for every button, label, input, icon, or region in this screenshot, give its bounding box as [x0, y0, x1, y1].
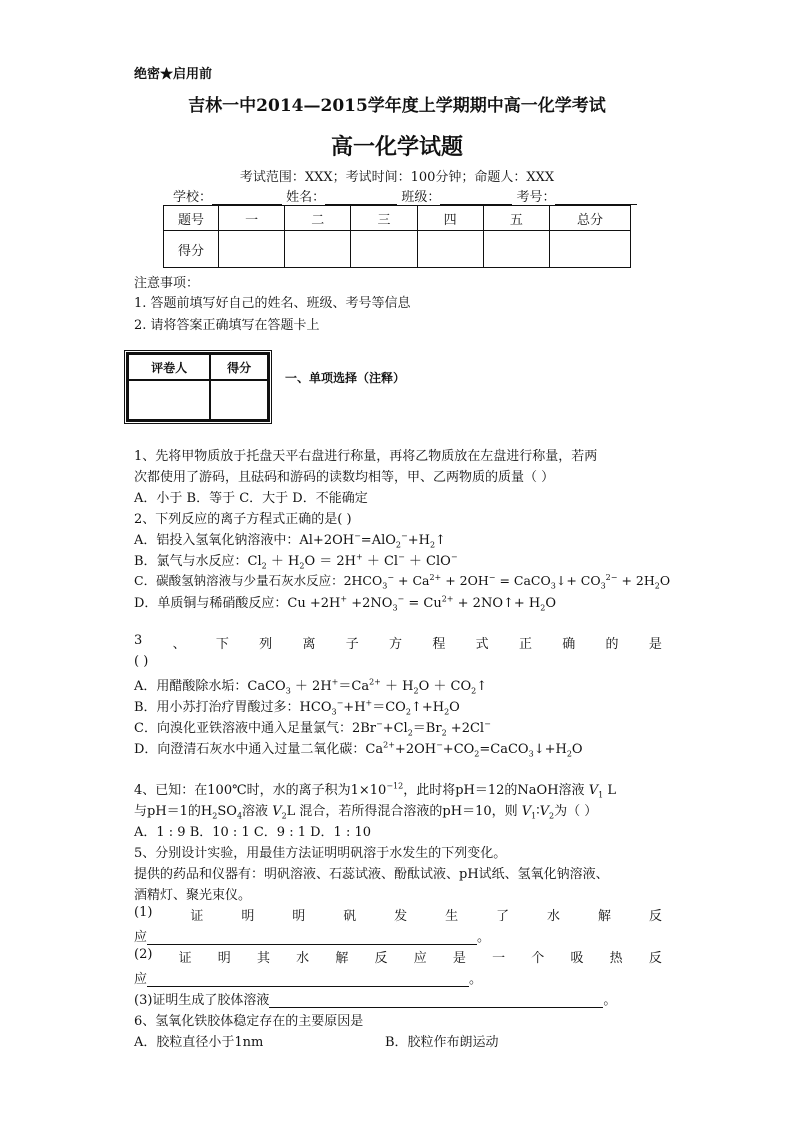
score-header-cell: 二 — [285, 206, 351, 231]
confidential-label: 绝密★启用前 — [134, 67, 213, 82]
score-cell[interactable] — [219, 231, 285, 268]
q3-option-c: C．向溴化亚铁溶液中通入足量氯气：$2Br^-+Cl_2=Br_2 +2Cl^-$ — [134, 719, 491, 738]
exam-info-line: 考试范围：XXX；考试时间：100分钟；命题人：XXX — [239, 170, 555, 185]
q3-option-a: A．用醋酸除水垢：CaCO$_3$ ＋ $2H^+=Ca^{2+} + H_2O$ ＋ $CO_2↑$ — [134, 677, 488, 696]
grader-box — [124, 350, 272, 424]
score-cell[interactable] — [285, 231, 351, 268]
school-label: 学校： — [173, 190, 213, 205]
q5-part1-line: (1) 证 明 明 矾 发 生 了 水 解 反 — [134, 905, 662, 924]
q2-stem: 2、下列反应的离子方程式正确的是( ) — [134, 512, 352, 527]
q1-stem-line1: 1、先将甲物质放于托盘天平右盘进行称量，再将乙物质放在左盘进行称量，若两 — [134, 449, 598, 464]
q2-option-d: D．单质铜与稀硝酸反应：$Cu +2H^+ +2NO_3^- = Cu^{2+}$ + 2NO↑+ $H_2O$ — [134, 594, 556, 613]
grader-score-cell[interactable] — [210, 380, 268, 420]
q2-option-c: C．碳酸氢钠溶液与少量石灰水反应：$2HCO_3^- + Ca^{2+} + 2OH^-$ = CaCO$_3$↓+ $CO_3^{2-} + 2H_2O$ — [134, 572, 671, 591]
q5-part3: (3)证明生成了胶体溶液 。 — [134, 993, 617, 1008]
score-header-cell: 五 — [483, 206, 549, 231]
notes-item: 1. 答题前填写好自己的姓名、班级、考号等信息 — [134, 296, 411, 311]
score-table — [163, 205, 631, 268]
score-table-score-row — [164, 231, 631, 268]
q3-option-d: D．向澄清石灰水中通入过量二氧化碳：$Ca^{2+}+2OH^-+CO_2=CaCO_3↓+H_2O$ — [134, 740, 583, 759]
notes-item: 2. 请将答案正确填写在答题卡上 — [134, 318, 320, 333]
class-label: 班级： — [401, 190, 441, 205]
exam-title: 吉林一中2014—2015学年度上学期期中高一化学考试 — [188, 96, 606, 116]
name-label: 姓名： — [286, 190, 326, 205]
number-label: 考号： — [516, 190, 556, 205]
score-cell[interactable] — [417, 231, 483, 268]
q1-options: A．小于 B．等于 C．大于 D．不能确定 — [134, 491, 368, 506]
q5-part2-line: (2) 证 明 其 水 解 反 应 是 一 个 吸 热 反 — [134, 947, 662, 966]
q4-line2: 与pH＝1的$H_2SO_4$溶液 $V_2L$ 混合，若所得混合溶液的pH＝10，则 $V_1∶V_2$为（ ） — [134, 804, 598, 821]
q5-materials-line1: 提供的药品和仪器有：明矾溶液、石蕊试液、酚酞试液、pH试纸、氢氧化钠溶液、 — [134, 867, 609, 882]
score-cell[interactable] — [483, 231, 549, 268]
q4-options: A．1 : 9 B．10 : 1 C．9 : 1 D．1 : 10 — [134, 825, 371, 840]
q6-option-a: A．胶粒直径小于1nm — [134, 1035, 264, 1050]
q6-option-b: B．胶粒作布朗运动 — [385, 1035, 499, 1050]
score-row-label: 得分 — [164, 231, 219, 268]
q3-bracket: ( ) — [134, 654, 149, 669]
grader-reviewer-label: 评卷人 — [128, 354, 210, 380]
q3-stem: 3 、 下 列 离 子 方 程 式 正 确 的 是 — [134, 633, 662, 652]
score-header-cell: 一 — [219, 206, 285, 231]
score-header-cell: 题号 — [164, 206, 219, 231]
score-table-header-row — [164, 206, 631, 231]
score-header-cell: 总分 — [550, 206, 631, 231]
q2-option-a: A．铝投入氢氧化钠溶液中：$Al+2OH^-=AlO_2^-+H_2↑$ — [134, 531, 446, 550]
q6-stem: 6、氢氧化铁胶体稳定存在的主要原因是 — [134, 1014, 364, 1029]
q4-line1: 4、已知：在100℃时，水的离子积为$1\times 10^{-12}$，此时将pH＝12的NaOH溶液 $V_1$ L — [134, 781, 616, 800]
grader-reviewer-cell[interactable] — [128, 380, 210, 420]
student-fields — [173, 186, 637, 205]
q2-option-b: B．氯气与水反应：$Cl_2 + H_2O = 2H^+ + Cl^- + ClO^-$ — [134, 552, 458, 571]
q5-part2-answer: 应 。 — [134, 972, 483, 987]
q5-stem: 5、分别设计实验，用最佳方法证明明矾溶于水发生的下列变化。 — [134, 846, 507, 861]
q3-option-b: B．用小苏打治疗胃酸过多：$HCO_3^-+H^+=CO_2↑+H_2O$ — [134, 698, 460, 717]
paper-title: 高一化学试题 — [330, 134, 463, 160]
score-cell[interactable] — [351, 231, 417, 268]
q5-part2-blank[interactable] — [147, 986, 469, 987]
grader-score-label: 得分 — [210, 354, 268, 380]
q5-part1-blank[interactable] — [147, 944, 477, 945]
score-header-cell: 四 — [417, 206, 483, 231]
score-header-cell: 三 — [351, 206, 417, 231]
q5-materials-line2: 酒精灯、聚光束仪。 — [134, 888, 252, 903]
q1-stem-line2: 次都使用了游码，且砝码和游码的读数均相等，甲、乙两物质的质量（ ） — [134, 470, 555, 485]
q5-part1-answer: 应 。 — [134, 930, 491, 945]
notes-title: 注意事项： — [134, 276, 200, 291]
section-title: 一、单项选择（注释） — [285, 371, 406, 385]
score-cell[interactable] — [550, 231, 631, 268]
q5-part3-blank[interactable] — [269, 1007, 603, 1008]
